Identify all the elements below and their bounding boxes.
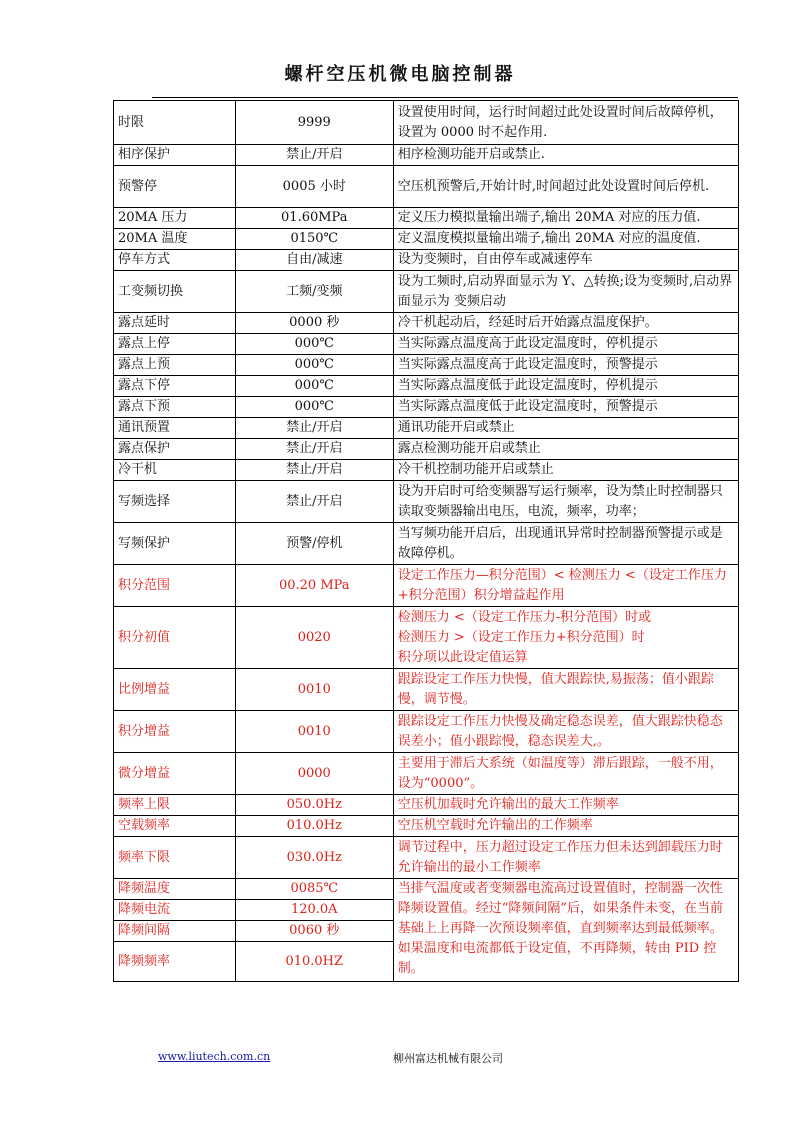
table-row	[114, 145, 739, 166]
param-value-cell: 禁止/开启	[235, 439, 393, 460]
param-name-cell: 露点下预	[114, 397, 236, 418]
param-description-cell: 设定工作压力—积分范围）< 检测压力 <（设定工作压力+积分范围）积分增益起作用	[393, 565, 738, 607]
table-row	[114, 439, 739, 460]
table-row	[114, 229, 739, 250]
table-row	[114, 376, 739, 397]
param-description-cell: 定义压力模拟量输出端子,输出 20MA 对应的压力值.	[393, 208, 738, 229]
param-name-cell: 20MA 温度	[114, 229, 236, 250]
param-description-cell: 空压机空载时允许输出的工作频率	[393, 816, 738, 837]
parameter-table	[113, 100, 739, 982]
param-name-cell: 冷干机	[114, 460, 236, 481]
param-name-cell: 露点保护	[114, 439, 236, 460]
param-name-cell: 降频频率	[114, 942, 236, 982]
table-row	[114, 271, 739, 313]
param-value-cell: 0005 小时	[235, 166, 393, 208]
param-value-cell: 120.0A	[235, 900, 393, 921]
param-value-cell: 030.0Hz	[235, 837, 393, 879]
param-value-cell: 0150℃	[235, 229, 393, 250]
param-name-cell: 积分初值	[114, 607, 236, 669]
param-name-cell: 比例增益	[114, 669, 236, 711]
footer-company-name: 柳州富达机械有限公司	[393, 1052, 503, 1065]
param-description-cell: 检测压力 <（设定工作压力-积分范围）时或 检测压力 >（设定工作压力+积分范围）时 积分项以此设定值运算	[393, 607, 738, 669]
param-name-cell: 露点下停	[114, 376, 236, 397]
param-name-cell: 时限	[114, 101, 236, 145]
table-row	[114, 481, 739, 523]
param-name-cell: 频率上限	[114, 795, 236, 816]
param-description-cell: 设置使用时间，运行时间超过此处设置时间后故障停机，设置为 0000 时不起作用.	[393, 101, 738, 145]
param-name-cell: 降频电流	[114, 900, 236, 921]
param-description-cell: 当实际露点温度高于此设定温度时，停机提示	[393, 334, 738, 355]
param-description-cell: 跟踪设定工作压力快慢及确定稳态误差，值大跟踪快稳态误差小；值小跟踪慢，稳态误差大,。	[393, 711, 738, 753]
param-value-cell: 010.0Hz	[235, 816, 393, 837]
param-value-cell: 010.0HZ	[235, 942, 393, 982]
param-description-cell: 当写频功能开启后，出现通讯异常时控制器预警提示或是故障停机。	[393, 523, 738, 565]
param-name-cell: 降频间隔	[114, 921, 236, 942]
param-name-cell: 露点上预	[114, 355, 236, 376]
param-description-cell: 调节过程中，压力超过设定工作压力但未达到卸载压力时允许输出的最小工作频率	[393, 837, 738, 879]
param-description-cell: 设为工频时,启动界面显示为 Y、△转换;设为变频时,启动界面显示为 变频启动	[393, 271, 738, 313]
param-value-cell: 工频/变频	[235, 271, 393, 313]
param-value-cell: 9999	[235, 101, 393, 145]
param-value-cell: 050.0Hz	[235, 795, 393, 816]
table-row	[114, 313, 739, 334]
table-row	[114, 879, 739, 900]
param-name-cell: 预警停	[114, 166, 236, 208]
table-row	[114, 418, 739, 439]
table-row	[114, 607, 739, 669]
param-name-cell: 停车方式	[114, 250, 236, 271]
table-row	[114, 711, 739, 753]
param-description-cell: 定义温度模拟量输出端子,输出 20MA 对应的温度值.	[393, 229, 738, 250]
param-value-cell: 预警/停机	[235, 523, 393, 565]
param-value-cell: 000℃	[235, 376, 393, 397]
param-name-cell: 相序保护	[114, 145, 236, 166]
table-row	[114, 355, 739, 376]
table-row	[114, 753, 739, 795]
param-value-cell: 自由/减速	[235, 250, 393, 271]
param-value-cell: 0020	[235, 607, 393, 669]
param-value-cell: 禁止/开启	[235, 418, 393, 439]
param-name-cell: 微分增益	[114, 753, 236, 795]
param-value-cell: 0000 秒	[235, 313, 393, 334]
table-row	[114, 837, 739, 879]
param-value-cell: 0060 秒	[235, 921, 393, 942]
table-row	[114, 250, 739, 271]
param-name-cell: 积分范围	[114, 565, 236, 607]
param-description-cell: 设为变频时，自由停车或减速停车	[393, 250, 738, 271]
param-name-cell: 通讯预置	[114, 418, 236, 439]
param-description-cell: 空压机加载时允许输出的最大工作频率	[393, 795, 738, 816]
param-value-cell: 0010	[235, 669, 393, 711]
table-row	[114, 397, 739, 418]
param-value-cell: 禁止/开启	[235, 460, 393, 481]
table-row	[114, 816, 739, 837]
param-description-cell: 当排气温度或者变频器电流高过设置值时，控制器一次性降频设置值。经过“降频间隔”后，如果条件未变，在当前基础上上再降一次预设频率值，直到频率达到最低频率。如果温度和电流都低于设定值，不再降频，转由 PID 控制。	[393, 879, 738, 982]
param-value-cell: 0000	[235, 753, 393, 795]
table-row	[114, 334, 739, 355]
table-row	[114, 795, 739, 816]
document-title: 螺杆空压机微电脑控制器	[284, 64, 516, 85]
param-description-cell: 当实际露点温度高于此设定温度时，预警提示	[393, 355, 738, 376]
param-name-cell: 空载频率	[114, 816, 236, 837]
param-description-cell: 设为开启时可给变频器写运行频率，设为禁止时控制器只读取变频器输出电压，电流，频率，功率；	[393, 481, 738, 523]
footer-website-link[interactable]: www.liutech.com.cn	[158, 1050, 271, 1063]
table-row	[114, 101, 739, 145]
param-description-cell: 冷干机起动后，经延时后开始露点温度保护。	[393, 313, 738, 334]
param-value-cell: 0085℃	[235, 879, 393, 900]
param-name-cell: 频率下限	[114, 837, 236, 879]
table-row	[114, 565, 739, 607]
param-description-cell: 跟踪设定工作压力快慢，值大跟踪快,易振荡；值小跟踪慢，调节慢。	[393, 669, 738, 711]
param-value-cell: 禁止/开启	[235, 145, 393, 166]
param-name-cell: 写频保护	[114, 523, 236, 565]
param-value-cell: 0010	[235, 711, 393, 753]
table-row	[114, 166, 739, 208]
param-value-cell: 00.20 MPa	[235, 565, 393, 607]
header-rule	[152, 97, 738, 98]
param-value-cell: 000℃	[235, 355, 393, 376]
table-row	[114, 523, 739, 565]
table-row	[114, 208, 739, 229]
param-name-cell: 积分增益	[114, 711, 236, 753]
param-description-cell: 主要用于滞后大系统（如温度等）滞后跟踪，一般不用，设为“0000”。	[393, 753, 738, 795]
param-value-cell: 01.60MPa	[235, 208, 393, 229]
param-name-cell: 露点上停	[114, 334, 236, 355]
table-row	[114, 460, 739, 481]
param-value-cell: 000℃	[235, 334, 393, 355]
param-name-cell: 写频选择	[114, 481, 236, 523]
table-row	[114, 669, 739, 711]
parameter-table-body	[114, 101, 739, 982]
param-description-cell: 当实际露点温度低于此设定温度时，停机提示	[393, 376, 738, 397]
param-description-cell: 相序检测功能开启或禁止.	[393, 145, 738, 166]
param-description-cell: 通讯功能开启或禁止	[393, 418, 738, 439]
param-name-cell: 工变频切换	[114, 271, 236, 313]
param-value-cell: 禁止/开启	[235, 481, 393, 523]
param-description-cell: 空压机预警后,开始计时,时间超过此处设置时间后停机.	[393, 166, 738, 208]
param-value-cell: 000℃	[235, 397, 393, 418]
param-description-cell: 露点检测功能开启或禁止	[393, 439, 738, 460]
param-description-cell: 冷干机控制功能开启或禁止	[393, 460, 738, 481]
param-name-cell: 露点延时	[114, 313, 236, 334]
param-description-cell: 当实际露点温度低于此设定温度时，预警提示	[393, 397, 738, 418]
param-name-cell: 降频温度	[114, 879, 236, 900]
param-name-cell: 20MA 压力	[114, 208, 236, 229]
